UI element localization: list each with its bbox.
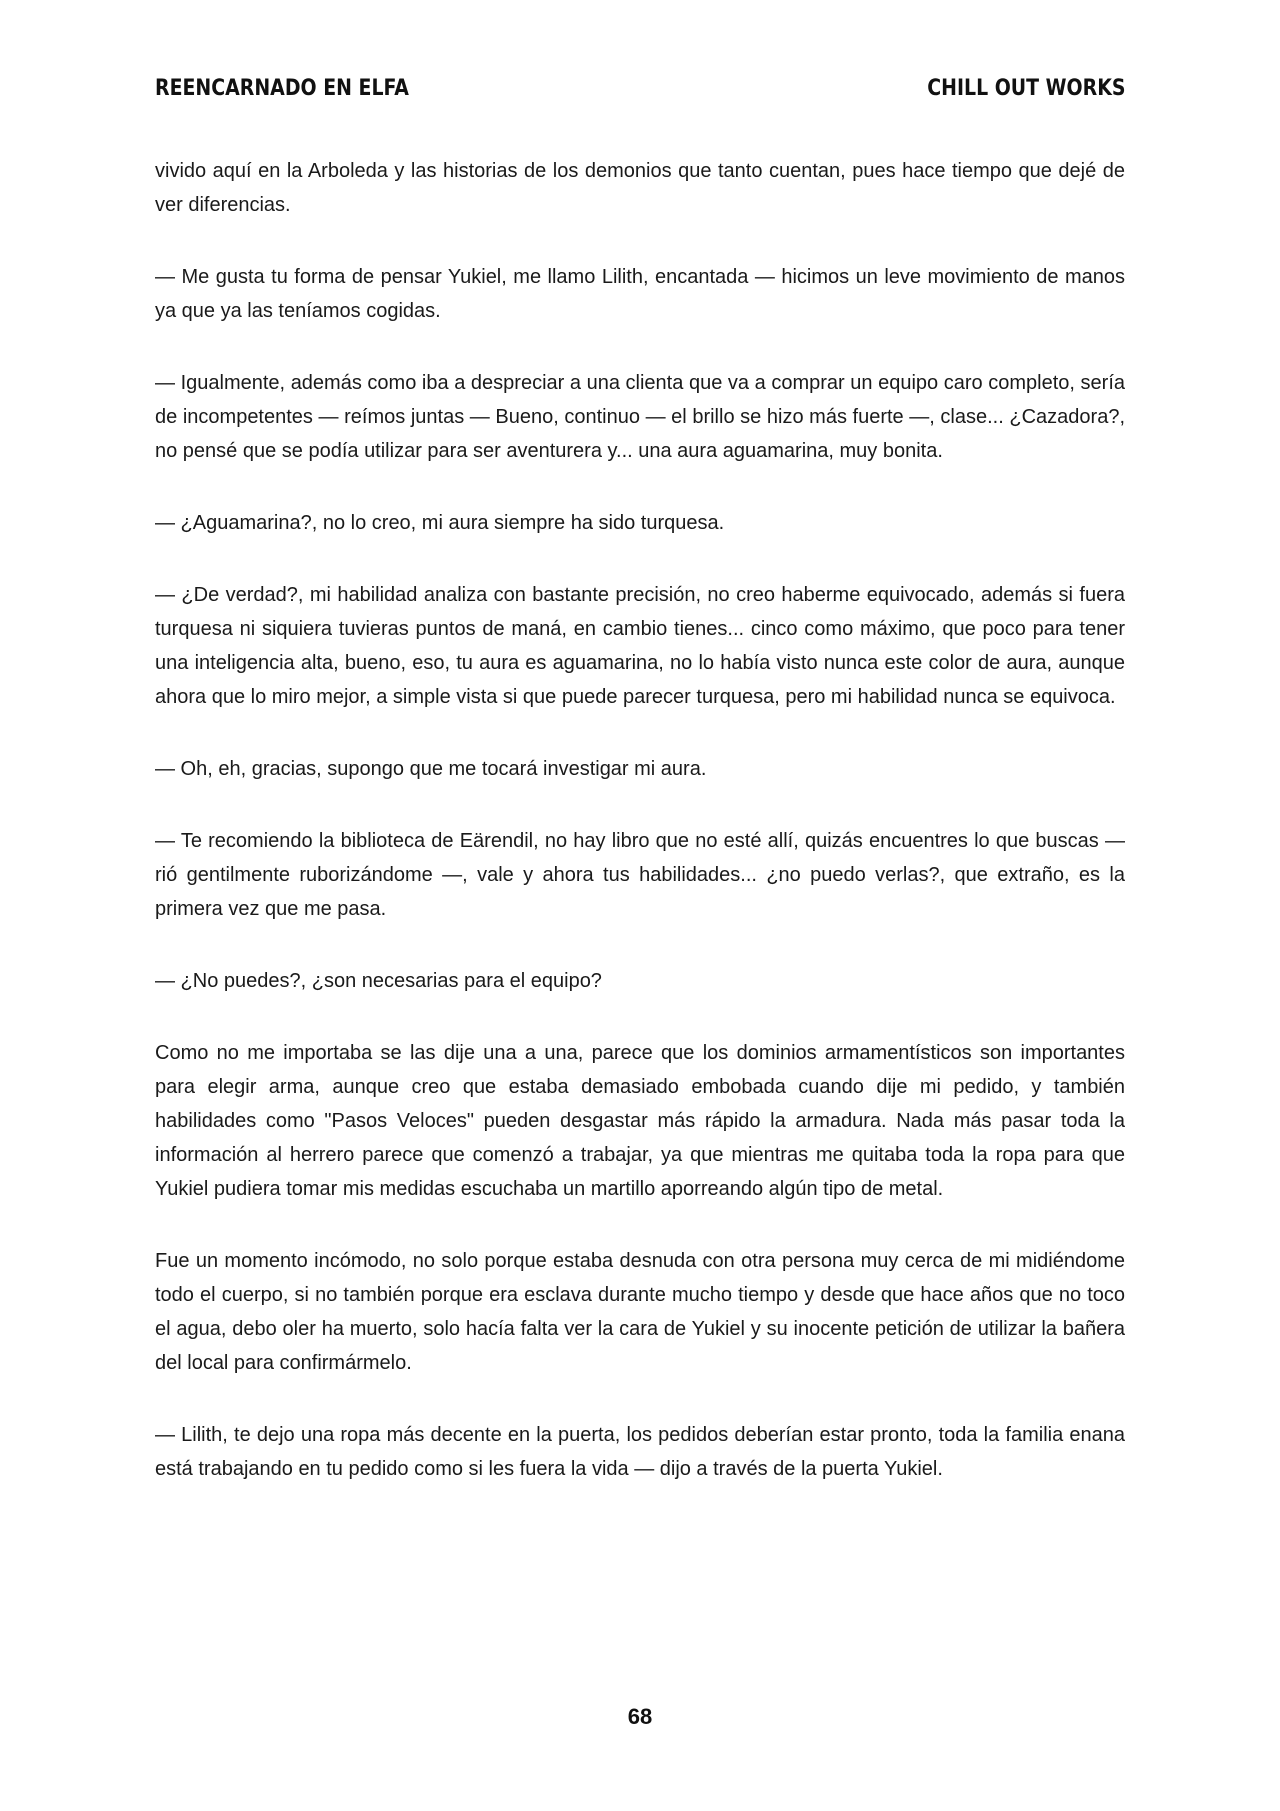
body-text	[155, 154, 1125, 1524]
paragraph: — Lilith, te dejo una ropa más decente en la puerta, los pedidos deberían estar pronto, toda la familia enana está trabajando en tu pedido como si les fuera la vida — dijo a través de la puerta Yukiel.	[155, 1424, 1125, 1480]
paragraph: Fue un momento incómodo, no solo porque estaba desnuda con otra persona muy cerca de mi midiéndome todo el cuerpo, si no también porque era esclava durante mucho tiempo y desde que hace años que no toco el agua, debo oler ha muerto, solo hacía falta ver la cara de Yukiel y su inocente petición de utilizar la bañera del local para confirmármelo.	[155, 1250, 1125, 1374]
book-title: REENCARNADO EN ELFA	[155, 76, 409, 101]
paragraph: — ¿Aguamarina?, no lo creo, mi aura siempre ha sido turquesa.	[155, 512, 725, 534]
paragraph: — Me gusta tu forma de pensar Yukiel, me llamo Lilith, encantada — hicimos un leve movimiento de manos ya que ya las teníamos cogidas.	[155, 266, 1125, 322]
paragraph: vivido aquí en la Arboleda y las historias de los demonios que tanto cuentan, pues hace tiempo que dejé de ver diferencias.	[155, 160, 1125, 216]
paragraph: — ¿No puedes?, ¿son necesarias para el equipo?	[155, 970, 602, 992]
page-header	[155, 76, 1125, 108]
paragraph: — Oh, eh, gracias, supongo que me tocará investigar mi aura.	[155, 758, 707, 780]
publisher-name: CHILL OUT WORKS	[926, 76, 1125, 101]
paragraph: — Te recomiendo la biblioteca de Eärendil, no hay libro que no esté allí, quizás encuentres lo que buscas — rió gentilmente ruborizándome —, vale y ahora tus habilidades... ¿no puedo verlas?, que extraño, es la primera vez que me pasa.	[155, 830, 1125, 920]
paragraph: Como no me importaba se las dije una a una, parece que los dominios armamentísticos son importantes para elegir arma, aunque creo que estaba demasiado embobada cuando dije mi pedido, y también habilidades como "Pasos Veloces" pueden desgastar más rápido la armadura. Nada más pasar toda la información al herrero parece que comenzó a trabajar, ya que mientras me quitaba toda la ropa para que Yukiel pudiera tomar mis medidas escuchaba un martillo aporreando algún tipo de metal.	[155, 1042, 1125, 1200]
page-number: 68	[627, 1704, 653, 1729]
paragraph: — ¿De verdad?, mi habilidad analiza con bastante precisión, no creo haberme equivocado, además si fuera turquesa ni siquiera tuvieras puntos de maná, en cambio tienes... cinco como máximo, que poco para tener una inteligencia alta, bueno, eso, tu aura es aguamarina, no lo había visto nunca este color de aura, aunque ahora que lo miro mejor, a simple vista si que puede parecer turquesa, pero mi habilidad nunca se equivoca.	[155, 584, 1125, 708]
paragraph: — Igualmente, además como iba a despreciar a una clienta que va a comprar un equipo caro completo, sería de incompetentes — reímos juntas — Bueno, continuo — el brillo se hizo más fuerte —, clase... ¿Cazadora?, no pensé que se podía utilizar para ser aventurera y... una aura aguamarina, muy bonita.	[155, 372, 1125, 462]
